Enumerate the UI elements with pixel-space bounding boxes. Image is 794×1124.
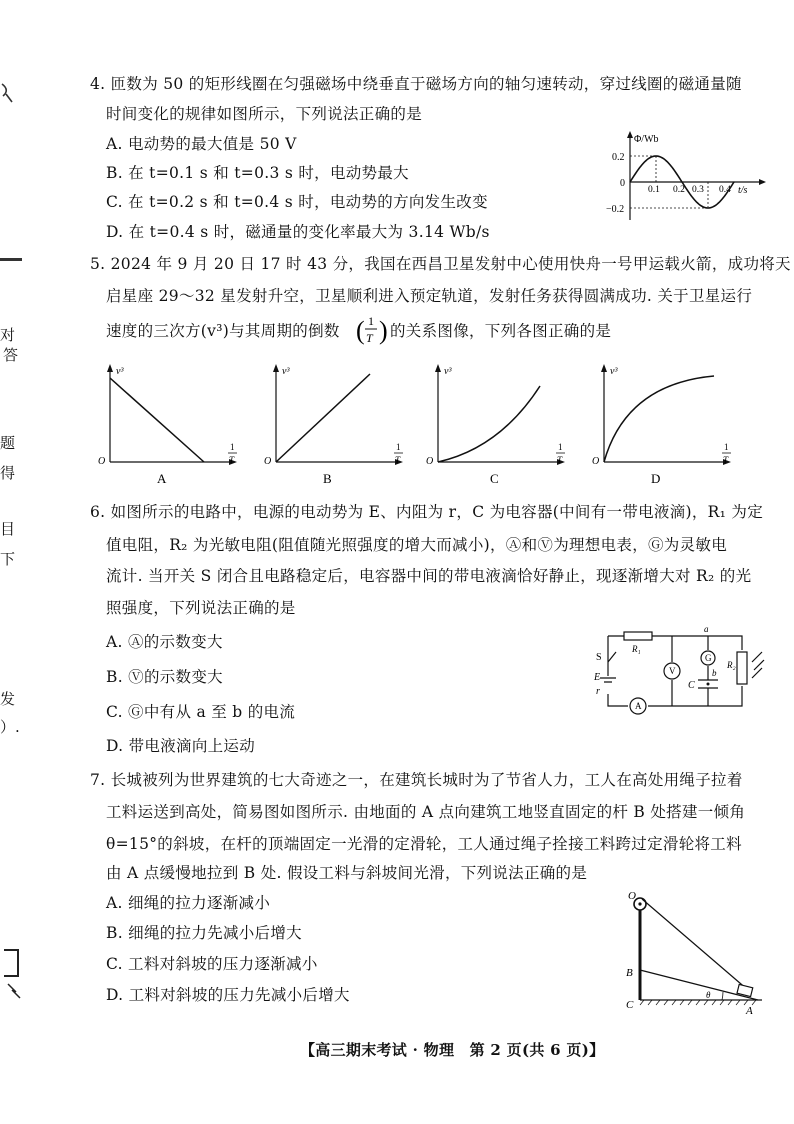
slope-pulley-figure (610, 886, 770, 1018)
edge-char: 对 (0, 326, 16, 344)
graph-d-curve (604, 376, 714, 462)
q6-option-d: D. 带电液滴向上运动 (106, 737, 256, 755)
frac-den: T (366, 331, 373, 345)
q5-stem-line: 速度的三次方(v³)与其周期的倒数 (106, 322, 340, 340)
graph-d-origin: O (592, 456, 600, 467)
graph-c-origin: O (426, 456, 434, 467)
label-point-b: b (712, 668, 717, 678)
graph-d-xden: T (723, 455, 729, 465)
q4-stem-line: 4. 匝数为 50 的矩形线圈在匀强磁场中绕垂直于磁场方向的轴匀速转动，穿过线圈的磁通量随 (90, 75, 742, 93)
graph-b-xnum: 1 (396, 442, 401, 452)
graph-a-origin: O (98, 456, 106, 467)
q7-option-b: B. 细绳的拉力先减小后增大 (106, 924, 302, 942)
rope (642, 899, 748, 990)
label-c: C (626, 999, 634, 1011)
graph-b-xden: T (395, 455, 401, 465)
edge-bracket (0, 946, 24, 1006)
charged-droplet (707, 683, 710, 686)
q5-stem-line: 启星座 29～32 星发射升空，卫星顺利进入预定轨道，发射任务获得圆满成功. 关于卫星运行 (106, 287, 753, 305)
angle-arc (722, 992, 723, 1000)
flux-point (694, 200, 695, 201)
q6-stem-line: 值电阻，R₂ 为光敏电阻(阻值随光照强度的增大而减小)，Ⓐ和Ⓥ为理想电表，Ⓖ为灵敏电 (106, 536, 728, 554)
resistor-r2 (737, 652, 747, 684)
label-a: A (746, 1005, 753, 1017)
graph-c-letter: C (490, 471, 499, 486)
graph-b-origin: O (264, 456, 272, 467)
graph-c (420, 362, 570, 486)
q5-stem-line: 5. 2024 年 9 月 20 日 17 时 43 分，我国在西昌卫星发射中心使用快舟一号甲运载火箭，成功将天 (90, 255, 791, 273)
q7-option-c: C. 工料对斜坡的压力逐渐减小 (106, 955, 318, 973)
q7-stem-line: 工料运送到高处，简易图如图所示. 由地面的 A 点向建筑工地竖直固定的杆 B 处搭建一倾角 (106, 803, 746, 821)
graph-a-xnum: 1 (230, 442, 235, 452)
flux-time-graph (604, 128, 768, 224)
label-r2: R₂ (727, 660, 736, 670)
light-arrows (752, 652, 764, 678)
flux-point (720, 200, 721, 201)
flux-point (668, 163, 669, 164)
q6-option-b: B. Ⓥ的示数变大 (106, 668, 223, 686)
label-r: r (596, 686, 600, 697)
graph-d (586, 362, 736, 486)
label-e: E (594, 672, 601, 683)
x-tick-label: 0.3 (692, 185, 704, 195)
label-s: S (596, 652, 602, 663)
graph-a-ylabel: v³ (116, 366, 124, 377)
flux-point (681, 181, 682, 182)
edge-char: 下 (0, 550, 16, 568)
graph-b-curve (276, 374, 370, 462)
edge-mark (0, 80, 14, 100)
switch-s (608, 652, 616, 662)
y-tick-label: −0.2 (606, 204, 625, 215)
label-a-meter: A (635, 701, 642, 711)
q4-option-a: A. 电动势的最大值是 50 V (106, 135, 297, 153)
graph-c-xden: T (557, 455, 563, 465)
page-footer: 【高三期末考试 · 物理 第 2 页(共 6 页)】 (300, 1041, 605, 1059)
graph-a (92, 362, 242, 486)
label-r1: R₁ (632, 644, 641, 654)
graph-a-letter: A (157, 471, 167, 486)
flux-point (642, 163, 643, 164)
q6-stem-line: 流计. 当开关 S 闭合且电路稳定后，电容器中间的带电液滴恰好静止，现逐渐增大对 R₂ 的光 (106, 567, 752, 585)
q4-option-d: D. 在 t=0.4 s 时，磁通量的变化率最大为 3.14 Wb/s (106, 223, 490, 241)
label-c: C (688, 680, 695, 691)
svg-text:(: ( (356, 316, 365, 345)
edge-char: 目 (0, 520, 16, 538)
graph-c-ylabel: v³ (444, 366, 452, 377)
label-o: O (628, 890, 636, 902)
graph-xlabel: t/s (738, 185, 748, 196)
graph-ylabel: Φ/Wb (634, 134, 659, 145)
graph-a-xden: T (229, 455, 235, 465)
x-tick-label: 0.1 (648, 185, 660, 195)
graph-b (258, 362, 408, 486)
x-tick-label: 0.2 (673, 185, 685, 195)
label-v: V (669, 666, 676, 676)
x-tick-label: 0.4 (719, 185, 731, 195)
y-tick-label: 0.2 (612, 152, 625, 163)
flux-point (629, 181, 630, 182)
q4-option-c: C. 在 t=0.2 s 和 t=0.4 s 时，电动势的方向发生改变 (106, 193, 488, 211)
q7-stem-line: 7. 长城被列为世界建筑的七大奇迹之一，在建筑长城时为了节省人力，工人在高处用绳子拉着 (90, 771, 743, 789)
edge-char: 题 (0, 434, 16, 452)
label-b: B (626, 967, 633, 979)
label-point-a: a (704, 624, 709, 634)
ground-hatch (640, 1000, 756, 1005)
resistor-r1 (624, 632, 652, 640)
y-axis-arrow (627, 131, 633, 138)
q5-fraction (355, 311, 389, 347)
q6-option-a: A. Ⓐ的示数变大 (106, 633, 223, 651)
graph-d-letter: D (651, 471, 661, 486)
svg-text:): ) (379, 316, 388, 345)
graph-d-xnum: 1 (724, 442, 729, 452)
graph-b-letter: B (323, 471, 332, 486)
graph-d-ylabel: v³ (610, 366, 618, 377)
graph-b-ylabel: v³ (282, 366, 290, 377)
flux-point (655, 155, 656, 156)
x-axis-arrow (759, 179, 766, 185)
q5-stem-line: 的关系图像，下列各图正确的是 (390, 322, 612, 340)
flux-point (707, 207, 708, 208)
edge-char: ）. (0, 718, 20, 736)
q7-stem-line: 由 A 点缓慢地拉到 B 处. 假设工料与斜坡间光滑，下列说法正确的是 (106, 864, 588, 882)
q7-option-d: D. 工料对斜坡的压力先减小后增大 (106, 986, 350, 1004)
q6-option-c: C. Ⓖ中有从 a 至 b 的电流 (106, 703, 296, 721)
circuit-diagram (592, 622, 766, 722)
frac-num: 1 (368, 314, 374, 328)
q4-stem-line: 时间变化的规律如图所示，下列说法正确的是 (106, 105, 423, 123)
label-theta: θ (706, 990, 711, 1000)
graph-c-curve (438, 386, 540, 462)
graph-origin: 0 (620, 178, 625, 189)
q4-option-b: B. 在 t=0.1 s 和 t=0.3 s 时，电动势最大 (106, 164, 409, 182)
q7-option-a: A. 细绳的拉力逐渐减小 (106, 894, 271, 912)
flux-point (733, 181, 734, 182)
q6-stem-line: 6. 如图所示的电路中，电源的电动势为 E、内阻为 r，C 为电容器(中间有一带电液滴)，R₁ 为定 (90, 503, 763, 521)
edge-rule (0, 258, 22, 261)
edge-char: 答 (3, 346, 19, 364)
q6-stem-line: 照强度，下列说法正确的是 (106, 599, 296, 617)
q7-stem-line: θ=15°的斜坡，在杆的顶端固定一光滑的定滑轮，工人通过绳子拴接工料跨过定滑轮将工料 (106, 835, 742, 853)
battery (600, 678, 616, 682)
graph-c-xnum: 1 (558, 442, 563, 452)
edge-char: 得 (0, 464, 16, 482)
label-g: G (705, 653, 712, 663)
edge-char: 发 (0, 690, 16, 708)
graph-a-curve (110, 378, 204, 462)
